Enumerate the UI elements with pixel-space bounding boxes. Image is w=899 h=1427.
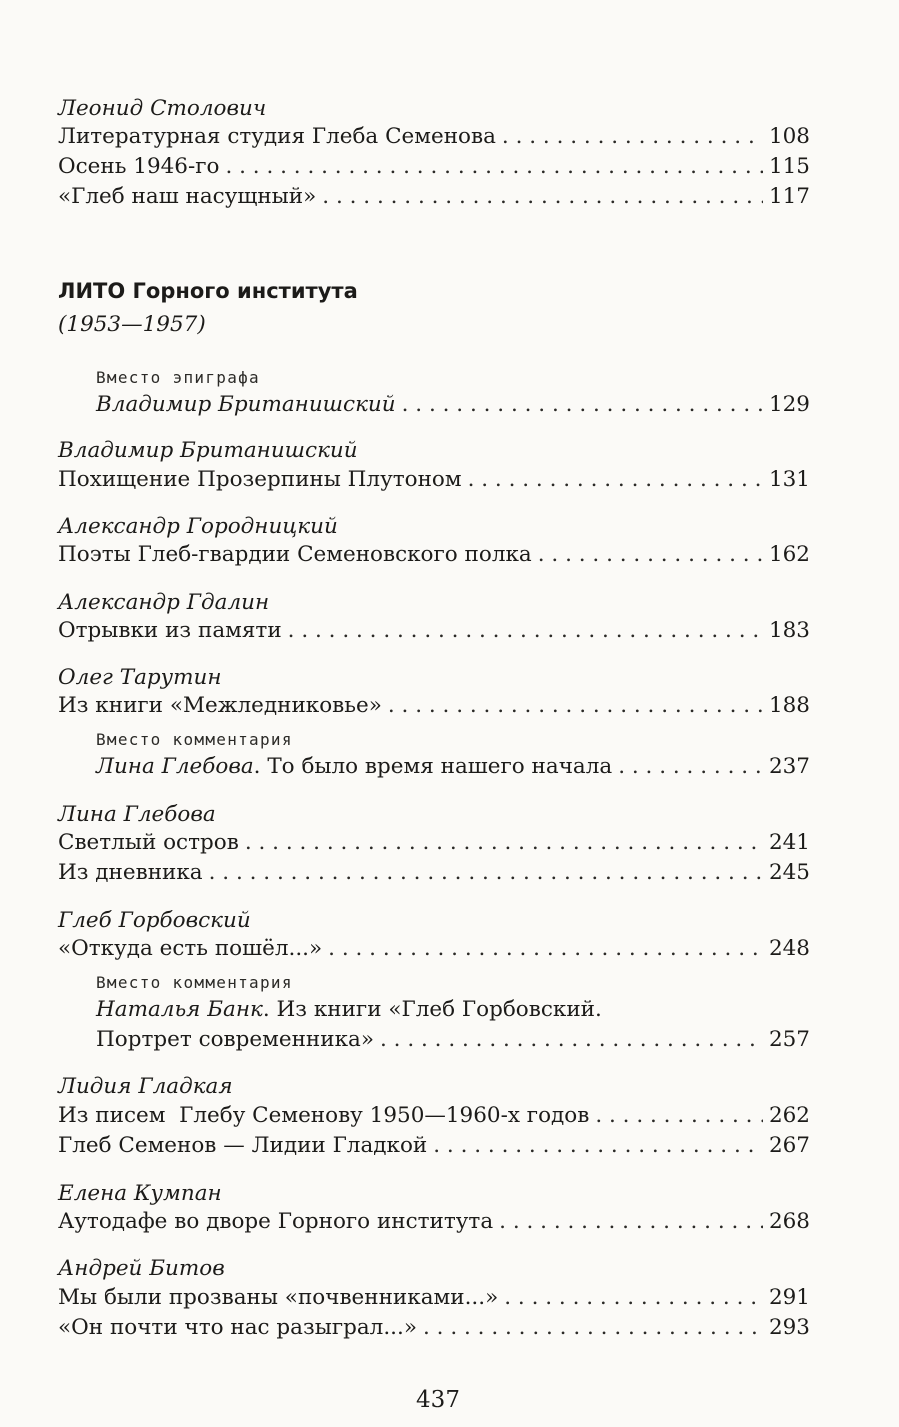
toc-entry[interactable] [58, 1205, 810, 1239]
entry-title: Осень 1946-го [58, 154, 220, 179]
dot-leader [245, 826, 763, 860]
comment-label: Вместо комментария [96, 973, 293, 992]
entry-title: Отрывки из памяти [58, 618, 282, 643]
entry-title [96, 750, 612, 784]
comment-author: Лина Глебова [96, 754, 254, 779]
toc-entry[interactable] [58, 180, 810, 214]
dot-leader [618, 750, 763, 784]
entry-page: 131 [768, 467, 810, 492]
toc-entry[interactable] [58, 826, 810, 860]
section-years: (1953—1957) [58, 312, 206, 337]
entry-page: 262 [768, 1103, 810, 1128]
author-name: Лина Глебова [58, 802, 216, 827]
entry-page: 129 [768, 392, 810, 417]
entry-page: 291 [768, 1285, 810, 1310]
comment-author: Наталья Банк [96, 997, 263, 1022]
entry-title: Похищение Прозерпины Плутоном [58, 467, 462, 492]
entry-page: 245 [768, 860, 810, 885]
dot-leader [433, 1129, 763, 1163]
dot-leader [380, 1023, 763, 1057]
comment-title: . То было время нашего начала [253, 754, 613, 779]
entry-title: Мы были прозваны «почвенниками...» [58, 1285, 499, 1310]
author-name: Елена Кумпан [58, 1181, 222, 1206]
toc-entry[interactable] [58, 932, 810, 966]
author-name: Леонид Столович [58, 96, 267, 121]
toc-entry[interactable] [58, 689, 810, 723]
entry-title: Поэты Глеб-гвардии Семеновского полка [58, 542, 532, 567]
entry-page: 115 [768, 154, 810, 179]
dot-leader [209, 856, 763, 890]
toc-entry[interactable] [58, 1311, 810, 1345]
entry-page: 257 [768, 1027, 810, 1052]
dot-leader [595, 1099, 763, 1133]
dot-leader [502, 120, 763, 154]
toc-entry[interactable] [58, 1281, 810, 1315]
entry-title: Портрет современника» [96, 1027, 374, 1052]
entry-page: 267 [768, 1133, 810, 1158]
toc-entry[interactable] [58, 150, 810, 184]
entry-title: «Глеб наш насущный» [58, 184, 317, 209]
toc-entry[interactable] [96, 750, 810, 784]
toc-entry[interactable] [96, 388, 810, 422]
author-name: Александр Городницкий [58, 514, 338, 539]
author-name: Глеб Горбовский [58, 908, 251, 933]
author-name: Лидия Гладкая [58, 1074, 233, 1099]
comment-title: . Из книги «Глеб Горбовский. [262, 997, 602, 1022]
entry-author: Владимир Британишский [96, 392, 396, 417]
dot-leader [288, 614, 763, 648]
entry-page: 248 [768, 936, 810, 961]
entry-page: 268 [768, 1209, 810, 1234]
entry-page: 293 [768, 1315, 810, 1340]
toc-entry[interactable] [58, 856, 810, 890]
entry-title: Литературная студия Глеба Семенова [58, 124, 496, 149]
toc-entry[interactable] [58, 1099, 810, 1133]
entry-title: Светлый остров [58, 830, 239, 855]
entry-page: 237 [768, 754, 810, 779]
toc-entry[interactable] [58, 1129, 810, 1163]
dot-leader [402, 388, 763, 422]
dot-leader [225, 150, 763, 184]
entry-page: 162 [768, 542, 810, 567]
author-name: Владимир Британишский [58, 438, 358, 463]
comment-label: Вместо комментария [96, 730, 293, 749]
dot-leader [423, 1311, 763, 1345]
entry-title: Из дневника [58, 860, 203, 885]
epigraph-label: Вместо эпиграфа [96, 368, 260, 387]
dot-leader [504, 1281, 763, 1315]
entry-title: Из писем Глебу Семенову 1950—1960-х годов [58, 1103, 590, 1128]
toc-entry[interactable] [58, 538, 810, 572]
section-title: ЛИТО Горного института [58, 279, 358, 303]
author-name: Олег Тарутин [58, 665, 222, 690]
toc-entry[interactable] [58, 614, 810, 648]
toc-entry[interactable] [58, 120, 810, 154]
entry-page: 241 [768, 830, 810, 855]
entry-title: «Он почти что нас разыграл...» [58, 1315, 417, 1340]
entry-title: Глеб Семенов — Лидии Гладкой [58, 1133, 428, 1158]
dot-leader [468, 463, 763, 497]
page-number: 437 [416, 1387, 460, 1413]
dot-leader [328, 932, 763, 966]
entry-page: 183 [768, 618, 810, 643]
entry-title: Аутодафе во дворе Горного института [58, 1209, 494, 1234]
toc-entry[interactable] [96, 1023, 810, 1057]
comment-first-line [96, 993, 602, 1027]
author-name: Андрей Битов [58, 1256, 225, 1281]
entry-page: 117 [768, 184, 810, 209]
author-name: Александр Гдалин [58, 590, 270, 615]
toc-entry[interactable] [58, 463, 810, 497]
entry-title: «Откуда есть пошёл...» [58, 936, 323, 961]
dot-leader [322, 180, 763, 214]
entry-title: Из книги «Межледниковье» [58, 693, 382, 718]
dot-leader [538, 538, 763, 572]
dot-leader [388, 689, 763, 723]
entry-page: 188 [768, 693, 810, 718]
entry-page: 108 [768, 124, 810, 149]
dot-leader [499, 1205, 763, 1239]
